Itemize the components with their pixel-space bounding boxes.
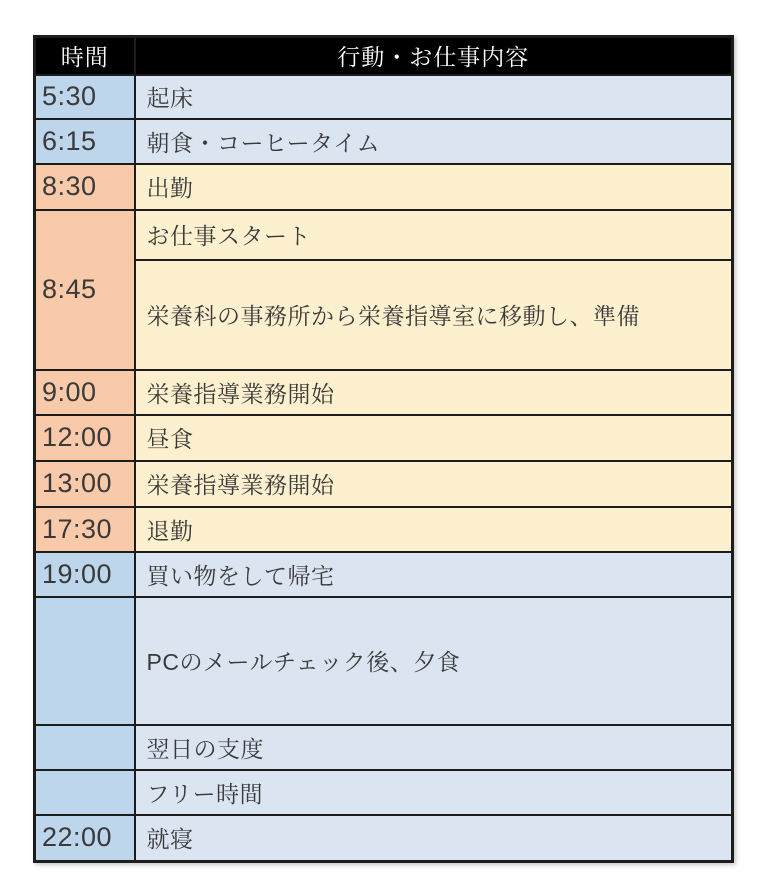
time-cell <box>35 770 135 815</box>
time-cell: 8:45 <box>35 210 135 370</box>
table-row <box>35 770 733 815</box>
table-row <box>35 260 733 370</box>
time-cell: 5:30 <box>35 75 135 119</box>
table-row <box>35 507 733 552</box>
table-row <box>35 815 733 862</box>
activity-cell: 栄養科の事務所から栄養指導室に移動し、準備 <box>135 260 733 370</box>
activity-cell: お仕事スタート <box>135 210 733 260</box>
time-cell: 19:00 <box>35 552 135 597</box>
time-cell: 8:30 <box>35 164 135 210</box>
activity-cell: 出勤 <box>135 164 733 210</box>
table-row <box>35 461 733 507</box>
time-cell: 13:00 <box>35 461 135 507</box>
time-cell <box>35 725 135 770</box>
activity-cell: 栄養指導業務開始 <box>135 461 733 507</box>
time-column-header: 時間 <box>35 37 135 75</box>
activity-cell: 朝食・コーヒータイム <box>135 119 733 164</box>
time-cell: 9:00 <box>35 370 135 415</box>
table-row <box>35 597 733 725</box>
time-cell: 22:00 <box>35 815 135 862</box>
activity-cell: 買い物をして帰宅 <box>135 552 733 597</box>
table-row <box>35 119 733 164</box>
activity-cell: 起床 <box>135 75 733 119</box>
activity-cell: 栄養指導業務開始 <box>135 370 733 415</box>
table-row <box>35 725 733 770</box>
time-cell: 17:30 <box>35 507 135 552</box>
activity-cell: PCのメールチェック後、夕食 <box>135 597 733 725</box>
table-row <box>35 75 733 119</box>
activity-cell: 昼食 <box>135 415 733 461</box>
table-row <box>35 552 733 597</box>
activity-cell: 翌日の支度 <box>135 725 733 770</box>
activity-cell: 就寝 <box>135 815 733 862</box>
table-header-row <box>35 37 733 75</box>
activity-cell: 退勤 <box>135 507 733 552</box>
time-cell <box>35 597 135 725</box>
activity-column-header: 行動・お仕事内容 <box>135 37 733 75</box>
table-row <box>35 370 733 415</box>
table-row <box>35 164 733 210</box>
activity-cell: フリー時間 <box>135 770 733 815</box>
daily-schedule-table <box>33 35 734 863</box>
table-row <box>35 210 733 260</box>
time-cell: 12:00 <box>35 415 135 461</box>
table-row <box>35 415 733 461</box>
time-cell: 6:15 <box>35 119 135 164</box>
